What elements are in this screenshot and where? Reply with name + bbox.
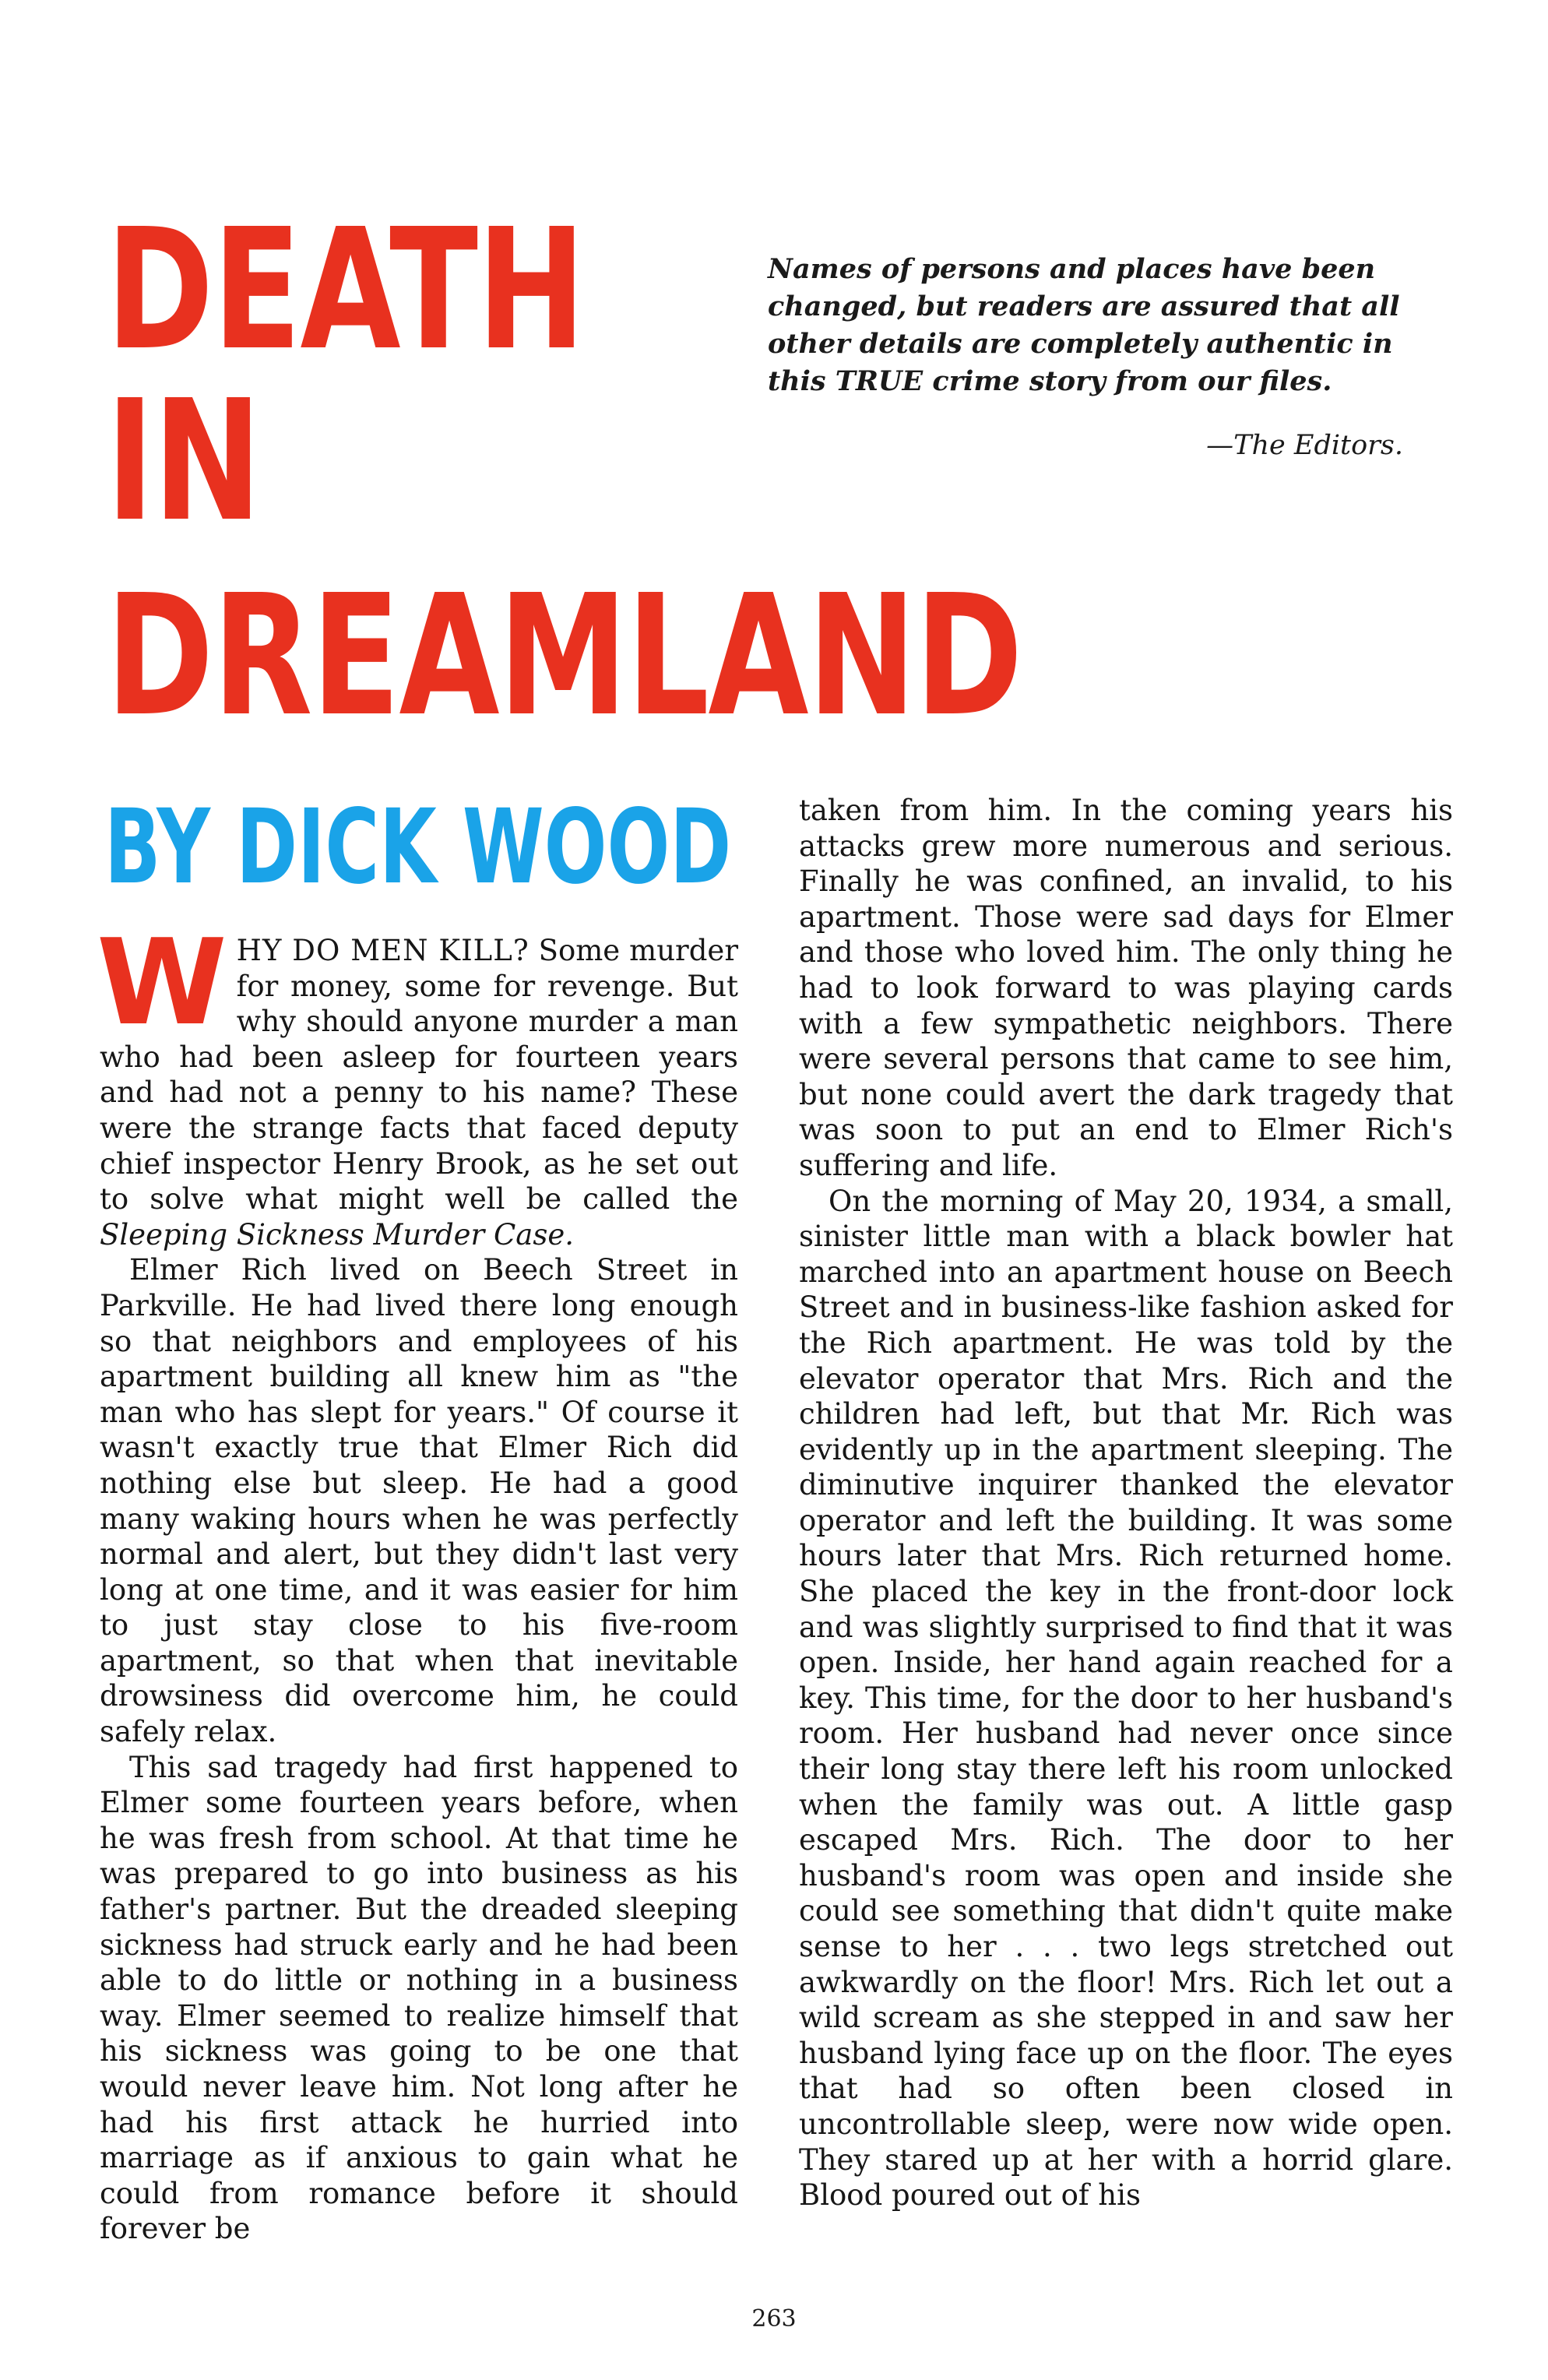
page-number: 263 (751, 2305, 797, 2332)
drop-cap: W (97, 914, 227, 1051)
title-line-1: DEATH (106, 193, 585, 387)
article-paragraph-2: Elmer Rich lived on Beech Street in Parkville. He had lived there long enough so that neighbors and employees of his apartment building all knew him as "the man who has slept for years." Of course it wasn't exactly true that Elmer Rich did nothing else but sleep. He had a good many waking hours when he was perfectly normal and alert, but they didn't last very long at one time, and it was easier for him to just stay close to his five-room apartment, so that when that inevitable drowsiness did overcome him, he could safely relax. (100, 1253, 738, 1749)
lead-in: HY DO MEN KILL? (236, 934, 529, 967)
paragraph-1-text: Some murder for money, some for revenge. But why should anyone murder a man who had been asleep for fourteen years and had not a penny to his name? These were the strange facts that faced deputy chief inspector Henry Brook, as he set out to solve what might well be called the (100, 934, 739, 1216)
title-line-3: DREAMLAND (106, 559, 1022, 753)
article-paragraph-1 (97, 914, 739, 1252)
article-paragraph-5: On the morning of May 20, 1934, a small, sinister little man with a black bowler hat marched into an apartment house on Beech Street and in business-like fashion asked for the Rich apartment. He was told by the elevator operator that Mrs. Rich and the children had left, but that Mr. Rich was evidently up in the apartment sleeping. The diminutive inquirer thanked the elevator operator and left the building. It was some hours later that Mrs. Rich returned home. She placed the key in the front-door lock and was slightly surprised to find that it was open. Inside, her hand again reached for a key. This time, for the door to her husband's room. Her husband had never once since their long stay there left his room unlocked when the family was out. A little gasp escaped Mrs. Rich. The door to her husband's room was open and inside she could see something that didn't quite make sense to her . . . two legs stretched out awkwardly on the floor! Mrs. Rich let out a wild scream as she stepped in and saw her husband lying face up on the floor. The eyes that had so often been closed in uncontrollable sleep, were now wide open. They stared up at her with a horrid glare. Blood poured out of his (799, 1184, 1453, 2213)
case-name: Sleeping Sickness Murder Case. (100, 1217, 575, 1252)
article-paragraph-3: This sad tragedy had first happened to Elmer some fourteen years before, when he was fresh from school. At that time he was prepared to go into business as his father's partner. But the dreaded sleeping sickness had struck early and he had been able to do little or nothing in a business way. Elmer seemed to realize himself that his sickness was going to be one that would never leave him. Not long after he had his first attack he hurried into marriage as if anxious to gain what he could from romance before it should forever be (100, 1750, 738, 2246)
title-line-2: IN (106, 364, 261, 558)
editor-signature: —The Editors. (1206, 430, 1403, 461)
article-column-left (97, 914, 739, 2247)
byline: BY DICK WOOD (104, 787, 732, 907)
editor-note: Names of persons and places have been changed, but readers are assured that all other details are completely authentic in this TRUE crime story from our files. (768, 253, 1400, 397)
article-paragraph-4: taken from him. In the coming years his attacks grew more numerous and serious. Finally he was confined, an invalid, to his apartment. Those were sad days for Elmer and those who loved him. The only thing he had to look forward to was playing cards with a few sympathetic neighbors. There were several persons that came to see him, but none could avert the dark tragedy that was soon to put an end to Elmer Rich's suffering and life. (799, 794, 1453, 1182)
article-column-right (799, 793, 1453, 2213)
